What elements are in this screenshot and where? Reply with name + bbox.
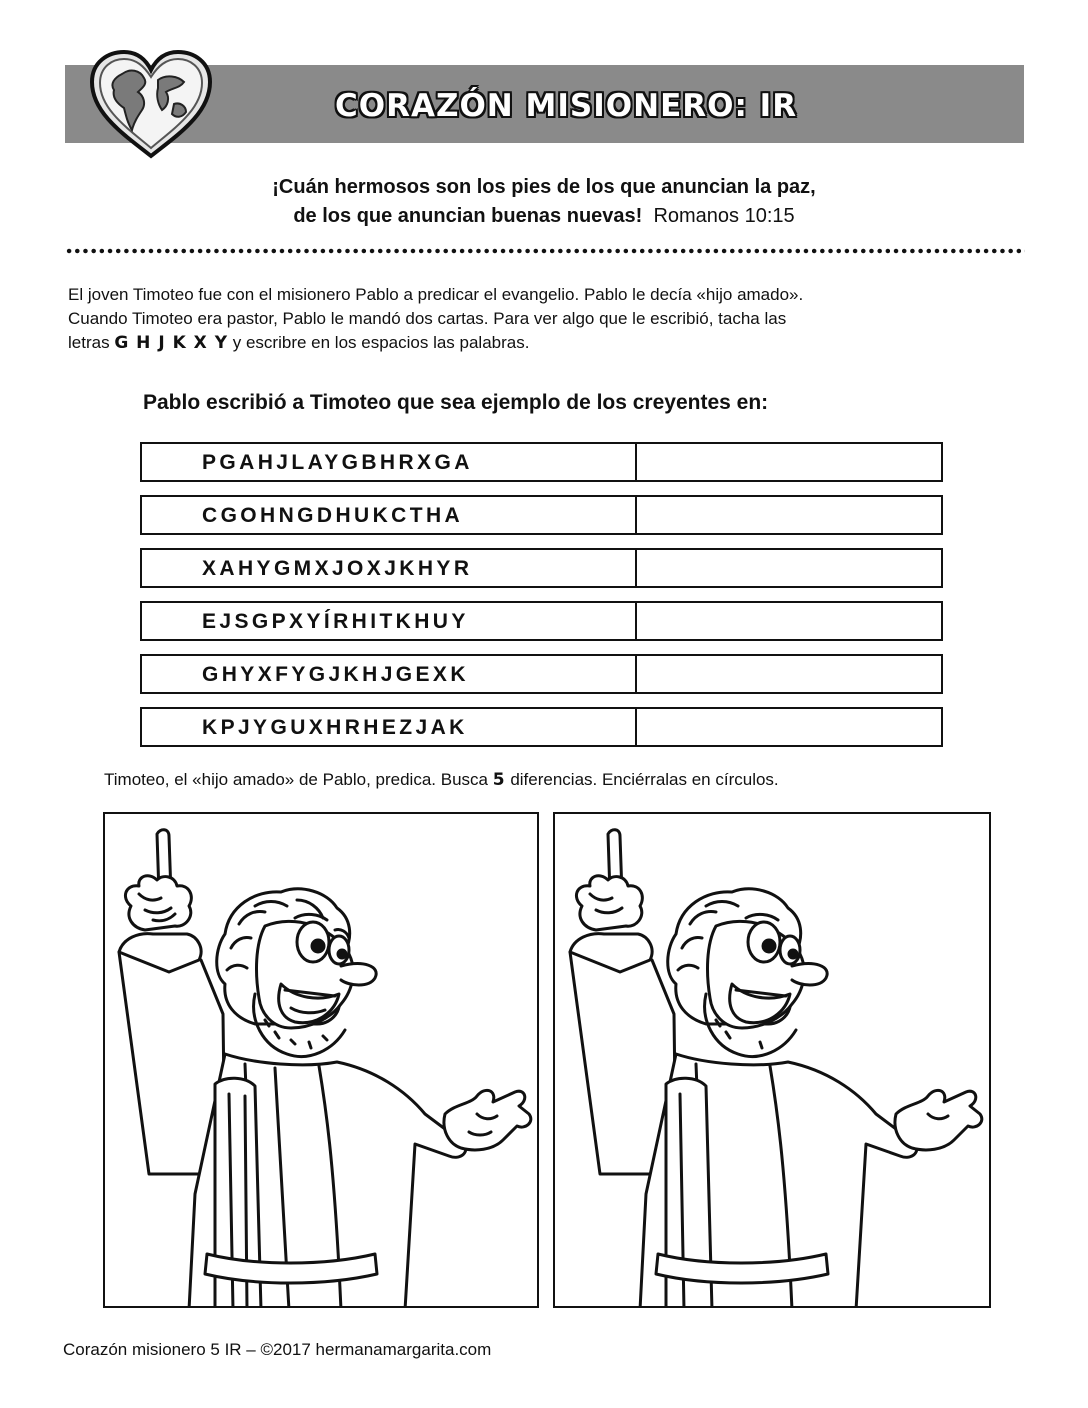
answer-field[interactable] xyxy=(639,497,941,533)
intro-line-3: letras G H J K X Y y escribre en los espacios las palabras. xyxy=(68,333,530,353)
answer-field[interactable] xyxy=(639,603,941,639)
puzzle-code: PGAHJLAYGBHRXGA xyxy=(202,451,473,474)
intro-line-2: Cuando Timoteo era pastor, Pablo le mandó dos cartas. Para ver algo que le escribió, tacha las xyxy=(68,309,787,328)
intro-paragraph xyxy=(68,283,1028,355)
answer-field[interactable] xyxy=(639,709,941,745)
answer-field[interactable] xyxy=(639,550,941,586)
crossout-letters: G H J K X Y xyxy=(114,333,229,353)
row-divider xyxy=(635,603,637,639)
puzzle-row-6 xyxy=(140,707,943,747)
puzzle-row-4 xyxy=(140,601,943,641)
puzzle-row-2 xyxy=(140,495,943,535)
row-divider xyxy=(635,497,637,533)
verse-bold: de los que anuncian buenas nuevas! xyxy=(293,205,643,227)
heart-globe-icon xyxy=(86,48,216,160)
puzzle-code: KPJYGUXHRHEZJAK xyxy=(202,716,468,739)
footer-credit: Corazón misionero 5 IR – ©2017 hermanamargarita.com xyxy=(63,1340,492,1359)
differences-instruction: Timoteo, el «hijo amado» de Pablo, predica. Busca 5 diferencias. Enciérralas en círculos. xyxy=(104,770,779,790)
puzzle-row-5 xyxy=(140,654,943,694)
answer-field[interactable] xyxy=(639,656,941,692)
dotted-divider xyxy=(65,248,1025,254)
puzzle-row-1 xyxy=(140,442,943,482)
verse-reference: Romanos 10:15 xyxy=(653,205,795,227)
row-divider xyxy=(635,656,637,692)
row-divider xyxy=(635,550,637,586)
verse-line-2 xyxy=(0,202,1088,231)
differences-count: 5 xyxy=(492,770,506,790)
preacher-illustration xyxy=(105,814,539,1308)
picture-panel-left[interactable] xyxy=(103,812,539,1308)
verse-line-1: ¡Cuán hermosos son los pies de los que anuncian la paz, xyxy=(272,176,816,198)
intro-line-1: El joven Timoteo fue con el misionero Pablo a predicar el evangelio. Pablo le decía «hijo amado». xyxy=(68,285,804,304)
puzzle-row-3 xyxy=(140,548,943,588)
preacher-illustration xyxy=(555,814,991,1308)
puzzle-code: GHYXFYGJKHJGEXK xyxy=(202,663,469,686)
puzzle-code: XAHYGMXJOXJKHYR xyxy=(202,557,473,580)
picture-panel-right[interactable] xyxy=(553,812,991,1308)
puzzle-prompt: Pablo escribió a Timoteo que sea ejemplo de los creyentes en: xyxy=(143,391,769,414)
answer-field[interactable] xyxy=(639,444,941,480)
puzzle-code: EJSGPXYÍRHITKHUY xyxy=(202,610,469,633)
puzzle-code: CGOHNGDHUKCTHA xyxy=(202,504,464,527)
row-divider xyxy=(635,444,637,480)
page-title: CORAZÓN MISIONERO: IR xyxy=(335,88,798,124)
row-divider xyxy=(635,709,637,745)
